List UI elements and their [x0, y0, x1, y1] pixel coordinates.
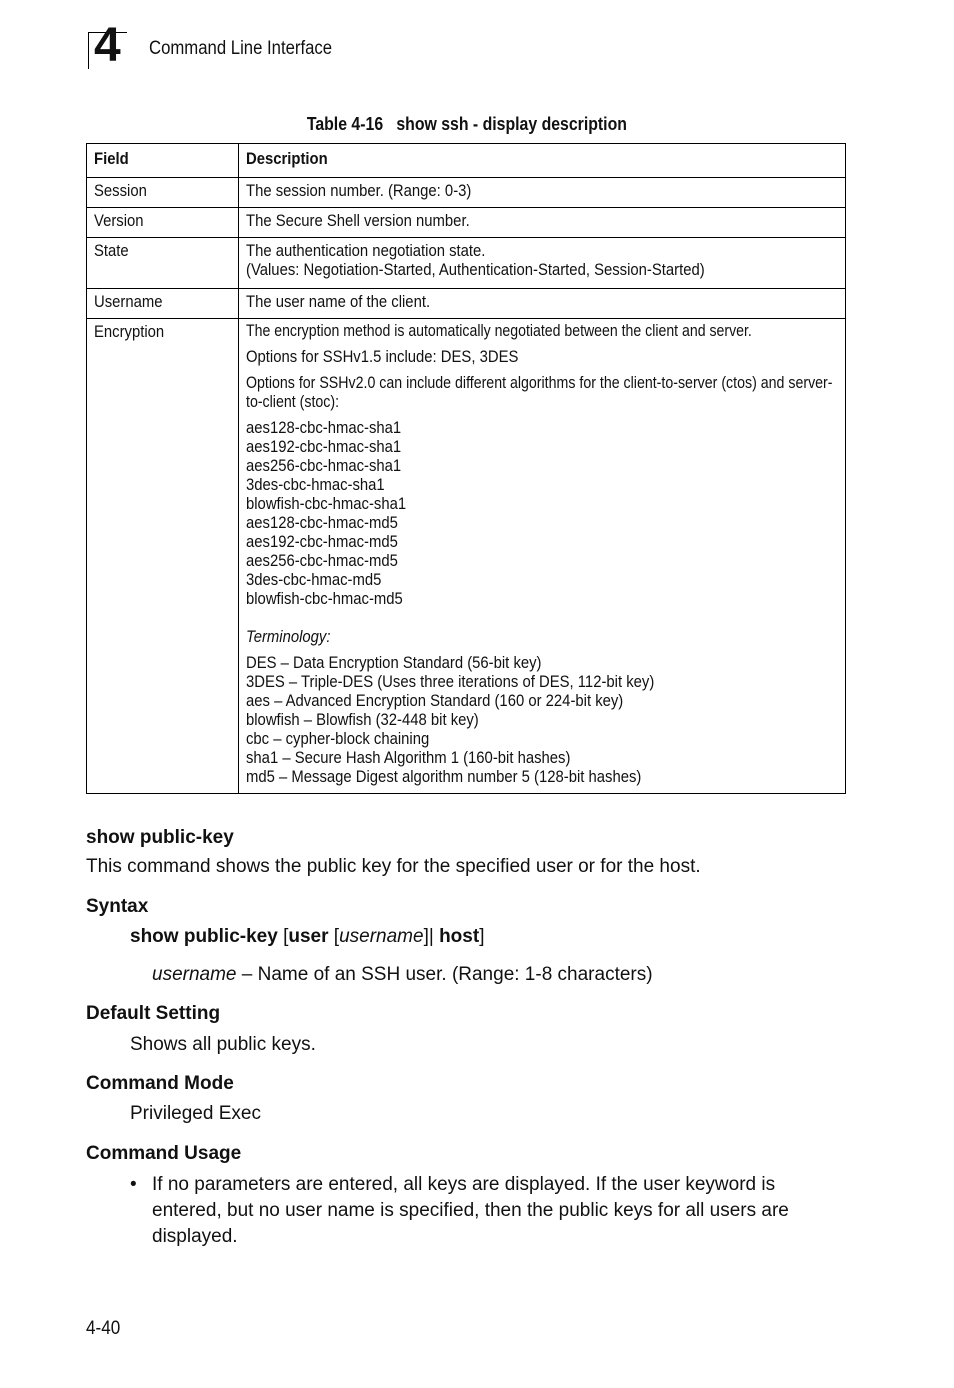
algorithm-item: 3des-cbc-hmac-md5 — [246, 571, 382, 589]
syntax-keyword-host: host — [439, 926, 480, 947]
terminology-label: Terminology: — [246, 628, 331, 646]
algorithm-item: blowfish-cbc-hmac-sha1 — [246, 495, 407, 513]
field-cell: Session — [87, 178, 239, 208]
syntax-heading: Syntax — [86, 896, 149, 917]
algorithm-item: aes256-cbc-hmac-sha1 — [246, 457, 402, 475]
command-mode-text: Privileged Exec — [130, 1103, 261, 1124]
terminology-item: md5 – Message Digest algorithm number 5 (128-bit hashes) — [246, 768, 642, 786]
terminology-item: DES – Data Encryption Standard (56-bit key) — [246, 654, 542, 672]
syntax-line: show public-key [user [username]| host] — [130, 926, 485, 947]
field-cell: Encryption — [87, 319, 239, 794]
description-cell: The Secure Shell version number. — [239, 208, 846, 238]
param-name: username — [152, 964, 237, 985]
sshv15-options: Options for SSHv1.5 include: DES, 3DES — [246, 348, 519, 366]
table-row — [87, 289, 846, 319]
algorithm-item: aes128-cbc-hmac-md5 — [246, 514, 399, 532]
command-usage-heading: Command Usage — [86, 1143, 242, 1164]
column-header-description: Description — [239, 144, 846, 178]
chapter-number: 4 — [94, 19, 121, 72]
list-item: • If no parameters are entered, all keys are displayed. If the user keyword is entered, but no user name is specified, then the public keys for all users are displayed. — [130, 1172, 850, 1250]
ssh-display-description-table — [86, 143, 846, 794]
terminology-list — [246, 654, 838, 787]
syntax-keyword-user: user — [288, 926, 329, 947]
description-cell — [239, 319, 846, 794]
terminology-item: cbc – cypher-block chaining — [246, 730, 430, 748]
terminology-item: blowfish – Blowfish (32-448 bit key) — [246, 711, 480, 729]
description-cell: The authentication negotiation state. (Values: Negotiation-Started, Authentication-Started, Session-Started) — [239, 238, 846, 289]
algorithm-item: 3des-cbc-hmac-sha1 — [246, 476, 386, 494]
column-header-field: Field — [87, 144, 239, 178]
running-header-title: Command Line Interface — [149, 38, 333, 59]
field-cell: State — [87, 238, 239, 289]
description-cell: The session number. (Range: 0-3) — [239, 178, 846, 208]
table-caption — [0, 114, 934, 135]
command-usage-list — [130, 1172, 850, 1250]
command-heading: show public-key — [86, 827, 234, 848]
sshv20-options: Options for SSHv2.0 can include different algorithms for the client-to-server (ctos) and server-to-client (stoc): — [246, 374, 833, 411]
terminology-item: 3DES – Triple-DES (Uses three iterations of DES, 112-bit key) — [246, 673, 655, 691]
default-setting-text: Shows all public keys. — [130, 1034, 316, 1055]
table-row — [87, 178, 846, 208]
syntax-param-username: username — [339, 926, 424, 947]
table-row — [87, 208, 846, 238]
param-text: – Name of an SSH user. (Range: 1-8 characters) — [236, 964, 653, 985]
encryption-intro: The encryption method is automatically negotiated between the client and server. — [246, 322, 753, 340]
algorithm-item: aes192-cbc-hmac-md5 — [246, 533, 399, 551]
field-cell: Username — [87, 289, 239, 319]
page-number: 4-40 — [86, 1318, 121, 1339]
table-caption-text: Table 4-16 show ssh - display description — [306, 114, 628, 134]
default-setting-heading: Default Setting — [86, 1003, 221, 1024]
command-description: This command shows the public key for the specified user or for the host. — [86, 856, 701, 877]
algorithm-list — [246, 419, 838, 609]
terminology-item: sha1 – Secure Hash Algorithm 1 (160-bit hashes) — [246, 749, 571, 767]
algorithm-item: aes192-cbc-hmac-sha1 — [246, 438, 402, 456]
parameter-description — [152, 964, 653, 986]
terminology-item: aes – Advanced Encryption Standard (160 or 224-bit key) — [246, 692, 624, 710]
table-row — [87, 319, 846, 794]
field-cell: Version — [87, 208, 239, 238]
table-row — [87, 238, 846, 289]
algorithm-item: blowfish-cbc-hmac-md5 — [246, 590, 404, 608]
description-cell: The user name of the client. — [239, 289, 846, 319]
command-mode-heading: Command Mode — [86, 1073, 234, 1094]
syntax-command: show public-key — [130, 926, 278, 947]
table-header-row — [87, 144, 846, 178]
algorithm-item: aes128-cbc-hmac-sha1 — [246, 419, 402, 437]
algorithm-item: aes256-cbc-hmac-md5 — [246, 552, 399, 570]
